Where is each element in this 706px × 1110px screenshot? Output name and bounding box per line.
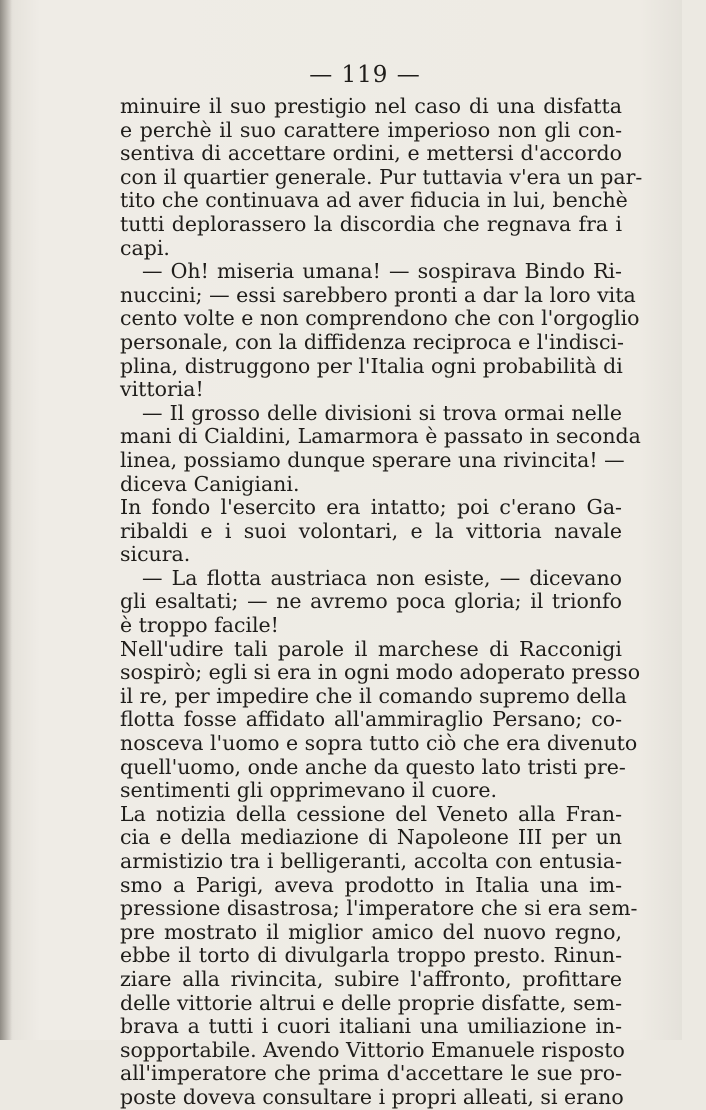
text-line: sicura. (120, 542, 191, 567)
text-line: delle vittorie altrui e delle proprie disfatte, sem- (120, 990, 622, 1015)
text-line: nuccini; — essi sarebbero pronti a dar la loro vita (120, 282, 636, 307)
text-line: poste doveva consultare i propri alleati, si erano (120, 1084, 624, 1109)
text-line: — Il grosso delle divisioni si trova ormai nelle (142, 400, 622, 425)
text-line: mani di Cialdini, Lamarmora è passato in seconda (120, 424, 641, 449)
text-line: tito che continuava ad aver fiducia in lui, benchè (120, 188, 628, 213)
text-line: pre mostrato il miglior amico del nuovo regno, (120, 919, 622, 944)
text-line: personale, con la diffidenza reciproca e l'indisci- (120, 329, 624, 354)
text-line: all'imperatore che prima d'accettare le sue pro- (120, 1061, 622, 1086)
text-line: è troppo facile! (120, 613, 279, 638)
text-line: sopportabile. Avendo Vittorio Emanuele risposto (120, 1037, 625, 1062)
text-line: La notizia della cessione del Veneto alla Fran- (120, 801, 622, 826)
binding-shadow (0, 0, 12, 1040)
text-line: gli esaltati; — ne avremo poca gloria; il trionfo (120, 589, 622, 614)
text-line: flotta fosse affidato all'ammiraglio Persano; co- (120, 707, 622, 732)
text-line: linea, possiamo dunque sperare una rivincita! — (120, 447, 625, 472)
text-line: — Oh! miseria umana! — sospirava Bindo Ri- (142, 259, 622, 284)
text-line: sospirò; egli si era in ogni modo adoperato presso (120, 660, 641, 685)
body-text (120, 94, 643, 1110)
text-line: il re, per impedire che il comando supremo della (120, 683, 627, 708)
text-line: e perchè il suo carattere imperioso non gli con- (120, 117, 622, 142)
text-line: armistizio tra i belligeranti, accolta con entusia- (120, 849, 622, 873)
text-line: plina, distruggono per l'Italia ogni probabilità di (120, 353, 623, 378)
text-line: ziare alla rivincita, subire l'affronto, profittare (120, 966, 622, 991)
text-line: ribaldi e i suoi volontari, e la vittoria navale (120, 518, 622, 543)
text-line: ebbe il torto di divulgarla troppo presto. Rinun- (120, 943, 622, 968)
text-line: pressione disastrosa; l'imperatore che si era sem- (120, 896, 638, 921)
text-line: cia e della mediazione di Napoleone III per un (120, 825, 622, 850)
text-line: nosceva l'uomo e sopra tutto ciò che era divenuto (120, 731, 638, 756)
page-number: — 119 — (309, 62, 421, 88)
text-line: Nell'udire tali parole il marchese di Racconigi (120, 636, 622, 661)
text-line: minuire il suo prestigio nel caso di una disfatta (120, 94, 622, 118)
text-line: vittoria! (120, 377, 204, 402)
text-line: diceva Canigiani. (120, 471, 300, 496)
text-line: In fondo l'esercito era intatto; poi c'erano Ga- (120, 495, 622, 520)
text-line: brava a tutti i cuori italiani una umiliazione in- (120, 1014, 622, 1039)
text-line: sentiva di accettare ordini, e mettersi d'accordo (120, 141, 622, 166)
text-line: tutti deplorassero la discordia che regnava fra i (120, 211, 622, 236)
text-line: quell'uomo, onde anche da questo lato tristi pre- (120, 754, 626, 779)
text-line: smo a Parigi, aveva prodotto in Italia una im- (120, 872, 622, 897)
text-line: — La flotta austriaca non esiste, — dicevano (142, 565, 622, 590)
text-line: sentimenti gli opprimevano il cuore. (120, 778, 497, 803)
text-line: capi. (120, 235, 170, 260)
text-line: cento volte e non comprendono che con l'orgoglio (120, 306, 640, 331)
text-line: con il quartier generale. Pur tuttavia v'era un par- (120, 164, 643, 189)
